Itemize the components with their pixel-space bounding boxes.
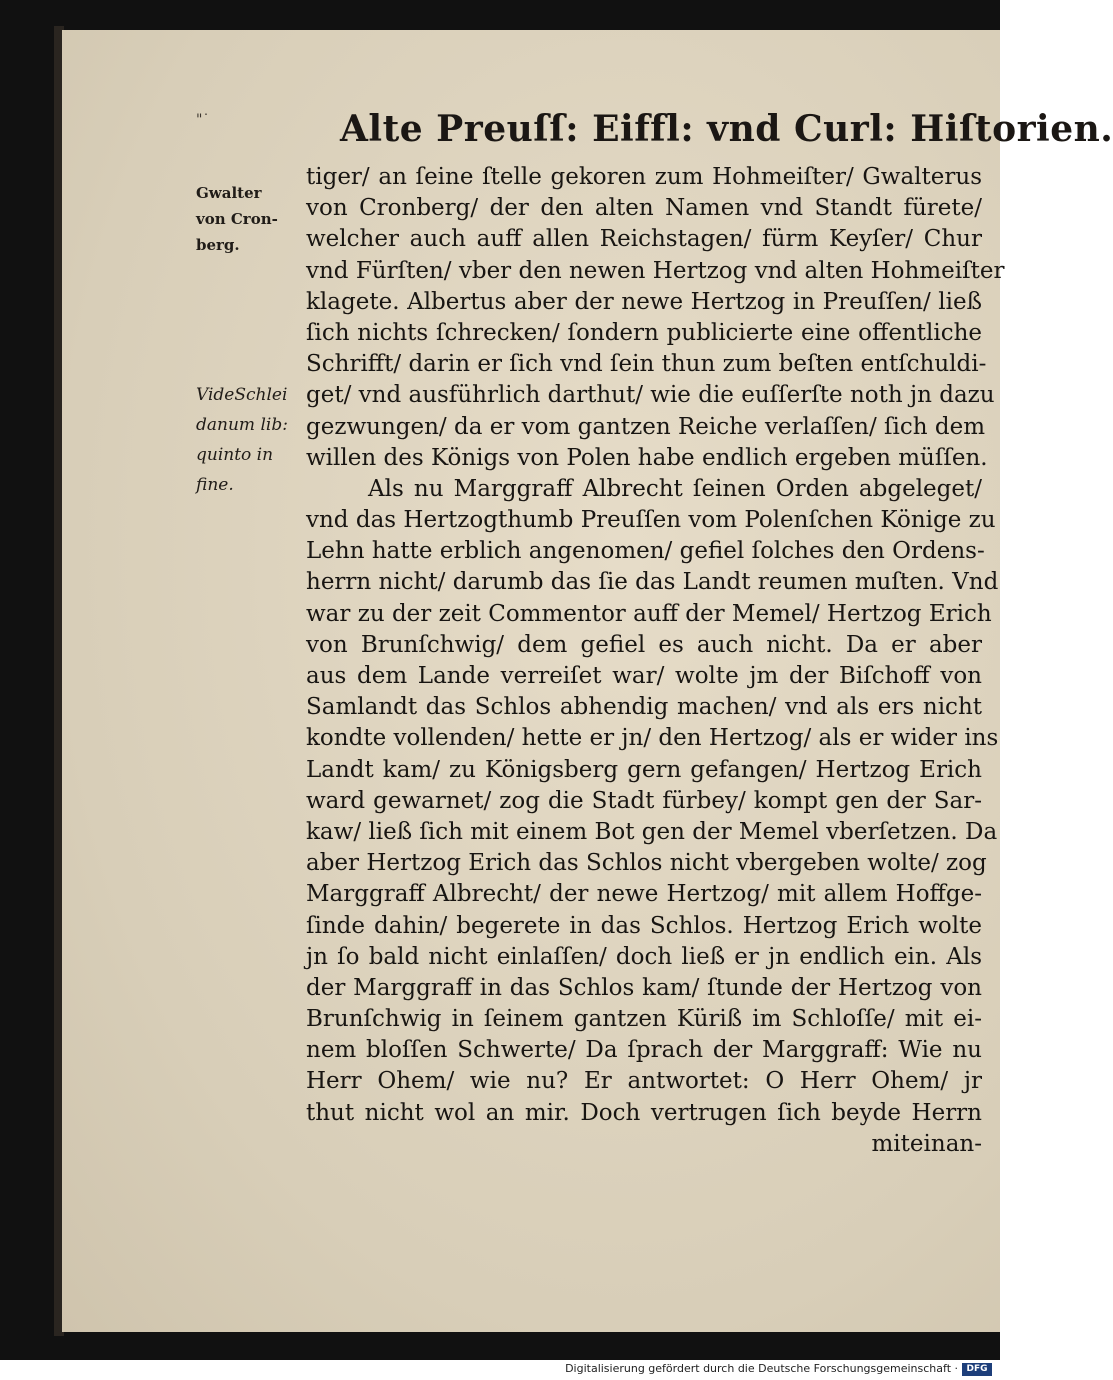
corner-mark: "˙	[196, 112, 210, 128]
marginal-line: von Cron-	[196, 210, 278, 228]
text-line: welcher auch auff allen Reichstagen/ fürm Keyſer/ Chur	[306, 226, 982, 253]
text-line: nem bloſſen Schwerte/ Da ſprach der Marggraff: Wie nu	[306, 1037, 982, 1064]
text-line: ward gewarnet/ zog die Stadt fürbey/ kompt gen der Sar-	[306, 787, 982, 814]
marginal-line: quinto in	[196, 445, 274, 465]
marginal-line: VideSchlei	[196, 385, 288, 405]
marginal-line: danum lib:	[196, 415, 288, 435]
marginal-line: Gwalter	[196, 184, 262, 202]
text-line: get/ vnd ausführlich darthut/ wie die euſſerſte noth jn dazu	[306, 382, 995, 409]
dfg-logo-icon: DFG	[962, 1363, 992, 1376]
text-line: kondte vollenden/ hette er jn/ den Hertzog/ als er wider ins	[306, 725, 999, 752]
text-line: Lehn hatte erblich angenomen/ gefiel ſolches den Ordens-	[306, 538, 985, 565]
marginal-note-vide	[196, 380, 296, 500]
text-line: Landt kam/ zu Königsberg gern gefangen/ Hertzog Erich	[306, 756, 982, 783]
funding-credit: Digitalisierung gefördert durch die Deutsche Forschungsgemeinschaft ·	[565, 1362, 958, 1375]
text-line: aus dem Lande verreiſet war/ wolte jm der Biſchoff von	[306, 663, 982, 689]
running-head: Alte Preuſſ: Eiffl: vnd Curl: Hiſtorien.	[340, 108, 1113, 150]
text-line: war zu der zeit Commentor auff der Memel/ Hertzog Erich	[306, 600, 992, 627]
text-line: von Cronberg/ der den alten Namen vnd Standt fürete/	[306, 195, 982, 222]
body-text	[306, 162, 1005, 1160]
text-line: ſinde dahin/ begerete in das Schlos. Hertzog Erich wolte	[306, 912, 982, 939]
text-line: gezwungen/ da er vom gantzen Reiche verlaſſen/ ſich dem	[306, 413, 986, 440]
text-line: thut nicht wol an mir. Doch vertrugen ſich beyde Herrn	[306, 1099, 982, 1126]
catchword: miteinan-	[871, 1130, 982, 1157]
text-line: Herr Ohem/ wie nu? Er antwortet: O Herr Ohem/ jr	[306, 1068, 982, 1095]
text-line: der Marggraff in das Schlos kam/ ſtunde der Hertzog von	[306, 974, 982, 1001]
text-line: von Brunſchwig/ dem gefiel es auch nicht. Da er aber	[306, 631, 982, 658]
text-line: klagete. Albertus aber der newe Hertzog in Preuſſen/ ließ	[306, 288, 982, 315]
text-line: willen des Königs von Polen habe endlich ergeben müſſen.	[306, 444, 988, 471]
text-line: Als nu Marggraff Albrecht ſeinen Orden abgeleget/	[368, 475, 982, 502]
text-line: ſich nichts ſchrecken/ ſondern publicierte eine offentliche	[306, 319, 982, 346]
marginal-line: berg.	[196, 236, 240, 254]
text-line: aber Hertzog Erich das Schlos nicht vbergeben wolte/ zog	[306, 850, 987, 877]
text-line: vnd das Hertzogthumb Preuſſen vom Polenſchen Könige zu	[306, 507, 996, 534]
text-line: Brunſchwig in ſeinem gantzen Küriß im Schloſſe/ mit ei-	[306, 1006, 982, 1033]
footer-bar	[0, 1360, 1000, 1380]
text-line: herrn nicht/ darumb das ſie das Landt reumen muſten. Vnd	[306, 569, 999, 596]
marginal-line: fine.	[196, 475, 234, 495]
text-line: Samlandt das Schlos abhendig machen/ vnd als ers nicht	[306, 694, 982, 721]
text-line: kaw/ ließ ſich mit einem Bot gen der Memel vberſetzen. Da	[306, 818, 998, 845]
text-line: vnd Fürſten/ vber den newen Hertzog vnd alten Hohmeiſter	[306, 257, 1005, 284]
text-line: Schrifft/ darin er ſich vnd ſein thun zum beſten entſchuldi-	[306, 351, 987, 378]
marginal-note-gwalter	[196, 180, 296, 258]
text-line: tiger/ an ſeine ſtelle gekoren zum Hohmeiſter/ Gwalterus	[306, 164, 982, 190]
text-line: jn ſo bald nicht einlaſſen/ doch ließ er jn endlich ein. Als	[306, 943, 982, 970]
text-line: Marggraff Albrecht/ der newe Hertzog/ mit allem Hoffge-	[306, 881, 982, 908]
